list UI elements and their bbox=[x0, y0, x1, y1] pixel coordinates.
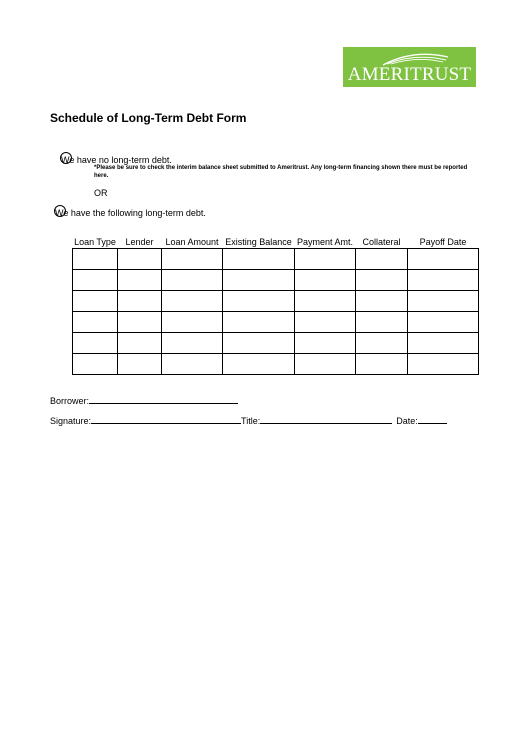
cell-loan-type[interactable] bbox=[73, 249, 118, 270]
cell-loan-type[interactable] bbox=[73, 333, 118, 354]
cell-payoff-date[interactable] bbox=[408, 249, 479, 270]
cell-loan-amount[interactable] bbox=[162, 312, 223, 333]
cell-loan-amount[interactable] bbox=[162, 270, 223, 291]
instruction-note: *Please be sure to check the interim balance sheet submitted to Ameritrust. Any long-term financing shown there must be reported here. bbox=[94, 165, 468, 179]
cell-existing-balance[interactable] bbox=[223, 333, 295, 354]
table-row bbox=[73, 249, 479, 270]
column-header-loan-type: Loan Type bbox=[74, 236, 116, 247]
table-row bbox=[73, 270, 479, 291]
date-label: Date: bbox=[396, 416, 418, 426]
cell-loan-type[interactable] bbox=[73, 270, 118, 291]
cell-payment-amt[interactable] bbox=[295, 291, 356, 312]
cell-loan-amount[interactable] bbox=[162, 354, 223, 375]
column-header-loan-amount: Loan Amount bbox=[165, 236, 219, 247]
borrower-label: Borrower: bbox=[50, 396, 90, 406]
cell-payment-amt[interactable] bbox=[295, 354, 356, 375]
option-have-debt-label: We have the following long-term debt. bbox=[55, 208, 206, 218]
cell-loan-type[interactable] bbox=[73, 312, 118, 333]
or-separator: OR bbox=[94, 188, 108, 198]
date-field[interactable] bbox=[418, 414, 447, 424]
logo-wordmark: AMERITRUST bbox=[347, 64, 472, 85]
cell-collateral[interactable] bbox=[356, 291, 408, 312]
cell-loan-type[interactable] bbox=[73, 354, 118, 375]
cell-lender[interactable] bbox=[118, 333, 162, 354]
table-body bbox=[73, 249, 479, 375]
option-no-debt-label: We have no long-term debt. bbox=[61, 155, 172, 165]
cell-lender[interactable] bbox=[118, 354, 162, 375]
cell-collateral[interactable] bbox=[356, 354, 408, 375]
cell-lender[interactable] bbox=[118, 270, 162, 291]
signature-field[interactable] bbox=[91, 414, 241, 424]
cell-existing-balance[interactable] bbox=[223, 354, 295, 375]
ameritrust-logo bbox=[343, 47, 476, 87]
cell-payoff-date[interactable] bbox=[408, 354, 479, 375]
column-header-payoff-date: Payoff Date bbox=[419, 236, 467, 247]
cell-lender[interactable] bbox=[118, 249, 162, 270]
debt-table bbox=[72, 236, 479, 375]
signature-label: Signature: bbox=[50, 416, 92, 426]
cell-existing-balance[interactable] bbox=[223, 249, 295, 270]
cell-loan-amount[interactable] bbox=[162, 291, 223, 312]
cell-loan-amount[interactable] bbox=[162, 249, 223, 270]
column-header-collateral: Collateral bbox=[362, 236, 401, 247]
borrower-line bbox=[50, 394, 238, 406]
cell-collateral[interactable] bbox=[356, 249, 408, 270]
form-title: Schedule of Long-Term Debt Form bbox=[50, 111, 247, 125]
table-row bbox=[73, 291, 479, 312]
table-row bbox=[73, 333, 479, 354]
signature-line bbox=[50, 414, 447, 426]
cell-lender[interactable] bbox=[118, 291, 162, 312]
table-row bbox=[73, 312, 479, 333]
table-header-row bbox=[73, 236, 479, 249]
cell-payoff-date[interactable] bbox=[408, 291, 479, 312]
cell-payoff-date[interactable] bbox=[408, 333, 479, 354]
column-header-payment-amt: Payment Amt. bbox=[296, 236, 354, 247]
table-row bbox=[73, 354, 479, 375]
cell-existing-balance[interactable] bbox=[223, 291, 295, 312]
cell-loan-type[interactable] bbox=[73, 291, 118, 312]
cell-existing-balance[interactable] bbox=[223, 312, 295, 333]
cell-collateral[interactable] bbox=[356, 333, 408, 354]
cell-payment-amt[interactable] bbox=[295, 333, 356, 354]
column-header-existing-balance: Existing Balance bbox=[225, 236, 292, 247]
cell-loan-amount[interactable] bbox=[162, 333, 223, 354]
cell-payment-amt[interactable] bbox=[295, 270, 356, 291]
cell-existing-balance[interactable] bbox=[223, 270, 295, 291]
cell-payoff-date[interactable] bbox=[408, 312, 479, 333]
title-label: Title: bbox=[241, 416, 261, 426]
cell-payment-amt[interactable] bbox=[295, 312, 356, 333]
cell-collateral[interactable] bbox=[356, 270, 408, 291]
cell-lender[interactable] bbox=[118, 312, 162, 333]
cell-payment-amt[interactable] bbox=[295, 249, 356, 270]
column-header-lender: Lender bbox=[125, 236, 154, 247]
title-field[interactable] bbox=[260, 414, 392, 424]
borrower-field[interactable] bbox=[89, 394, 238, 404]
cell-collateral[interactable] bbox=[356, 312, 408, 333]
cell-payoff-date[interactable] bbox=[408, 270, 479, 291]
